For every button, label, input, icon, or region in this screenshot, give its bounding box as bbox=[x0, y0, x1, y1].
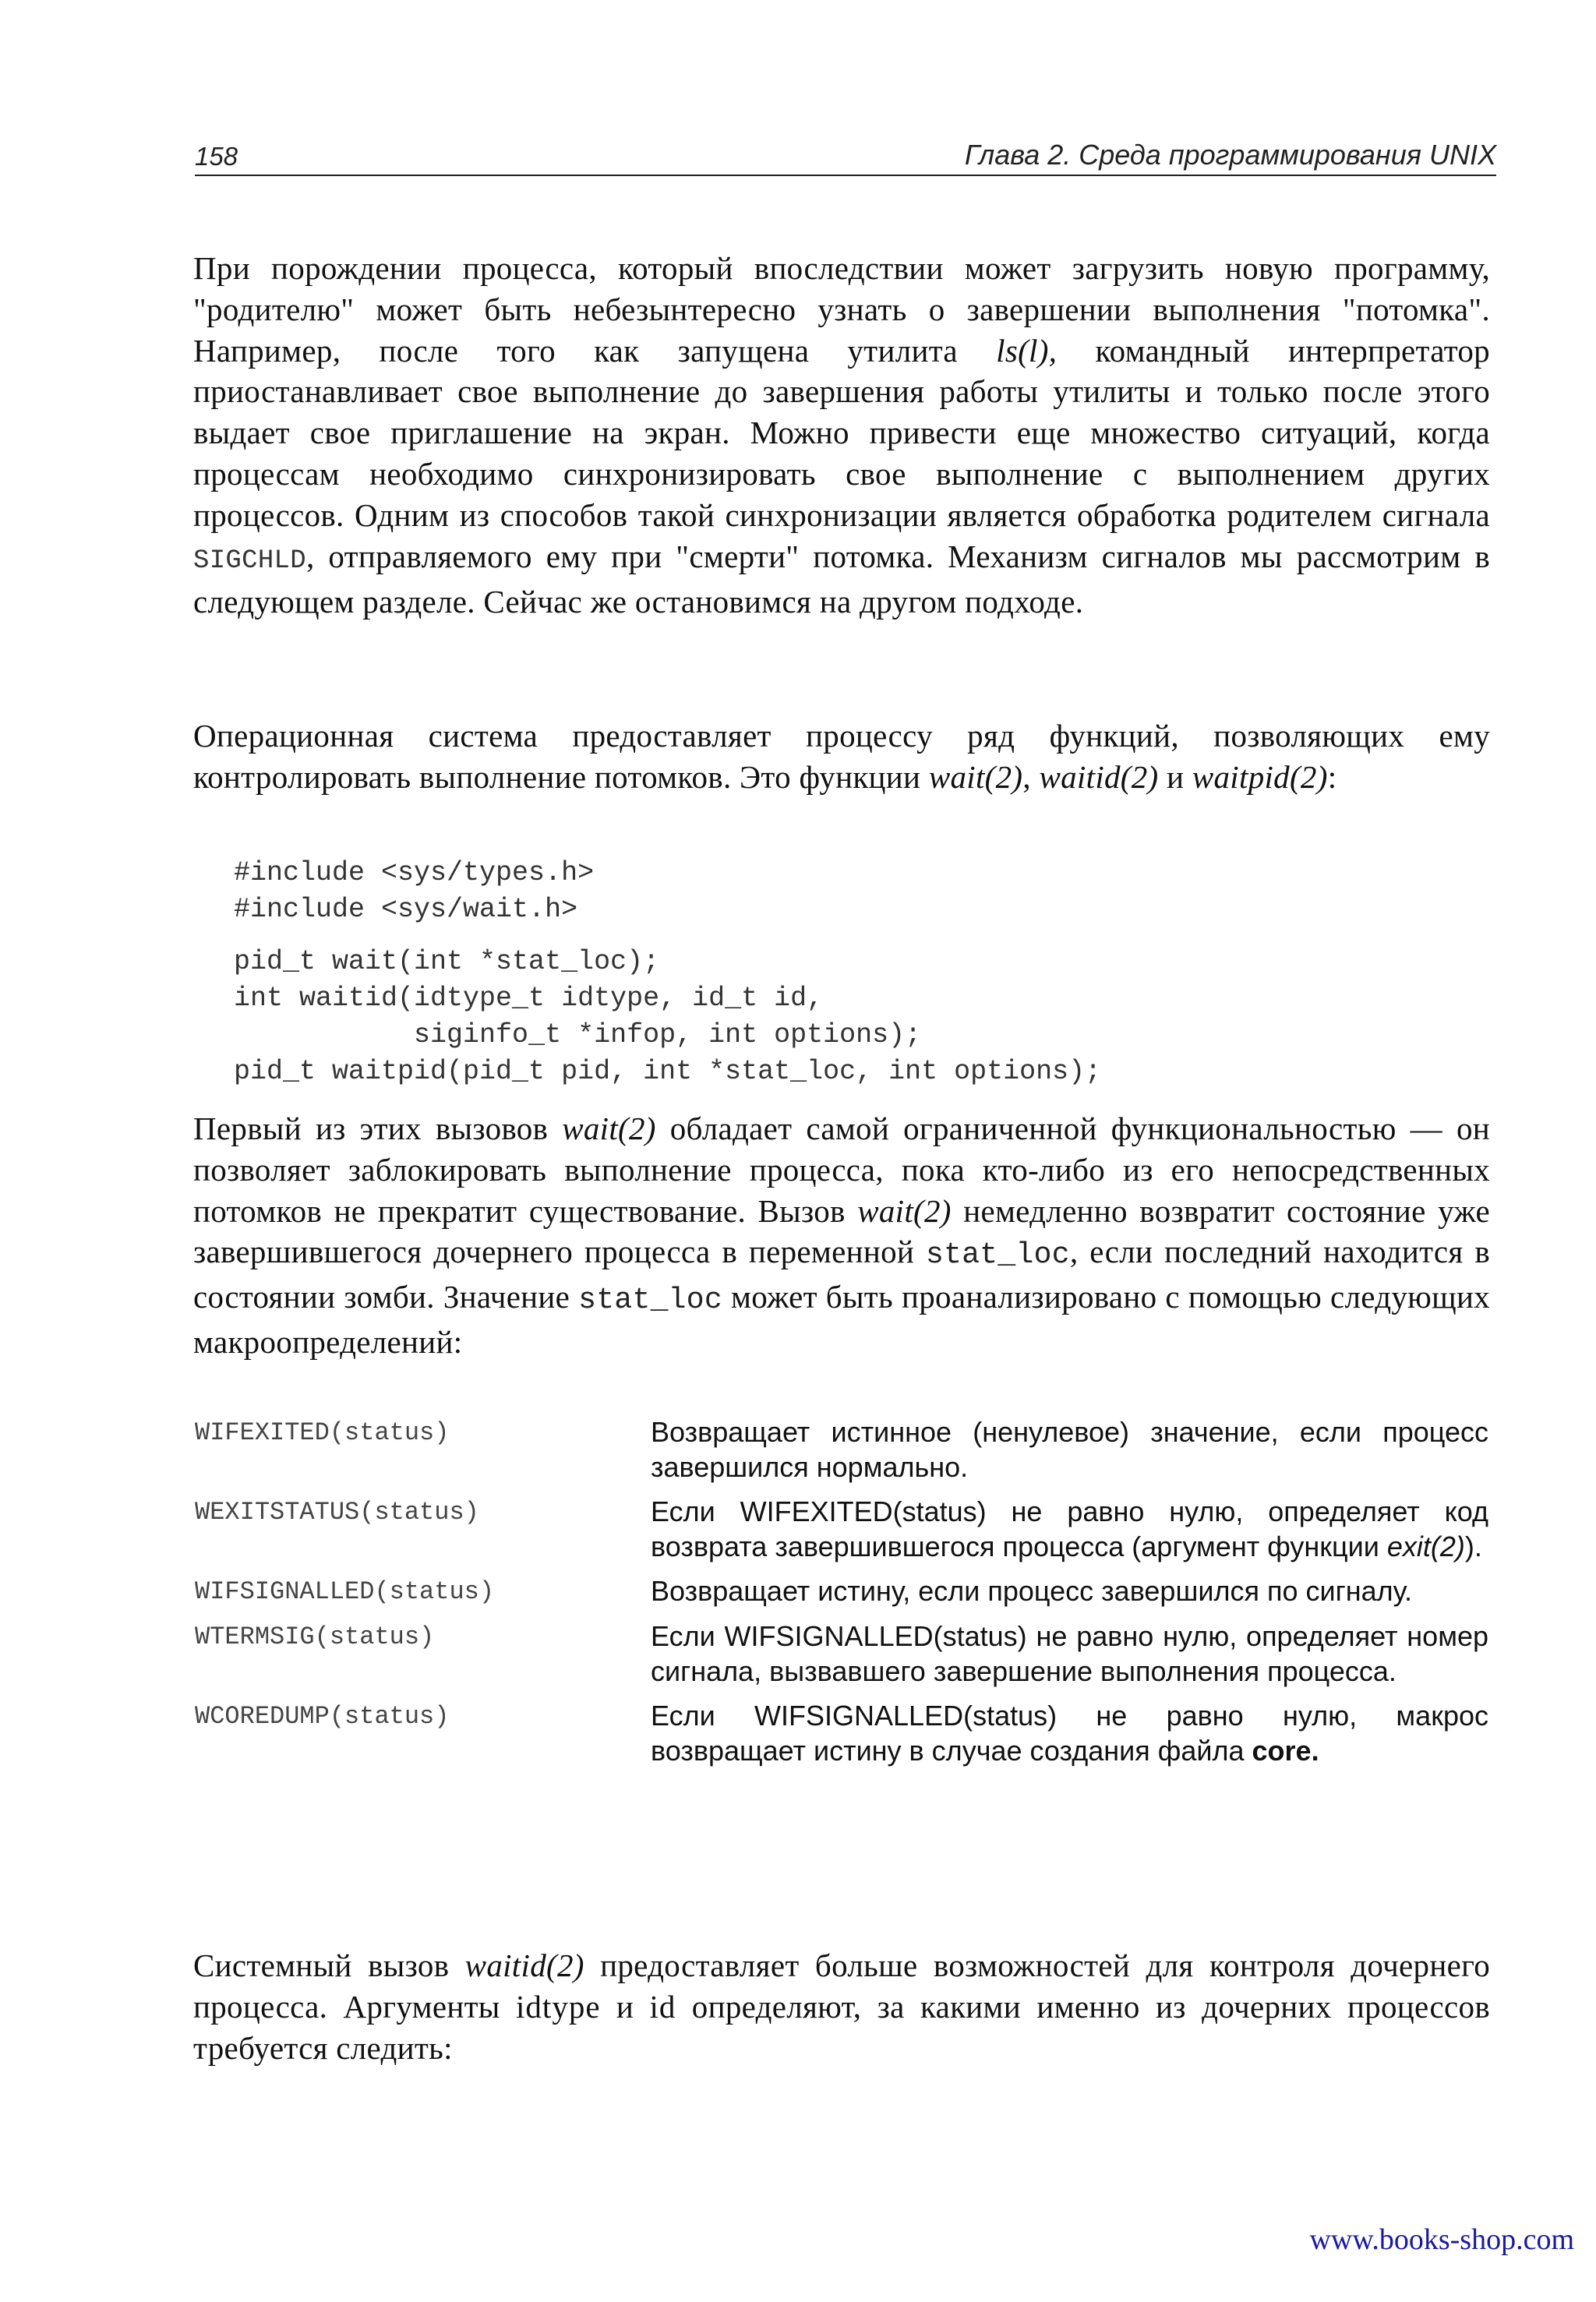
macro-table bbox=[195, 1414, 1488, 1778]
man-reference: waitid(2) bbox=[464, 1947, 584, 1983]
text-run: Системный вызов bbox=[193, 1947, 465, 1983]
text-run: предоставляет больше возможностей для контроля дочернего процесса. Аргументы bbox=[193, 1947, 1490, 2025]
text-run: , bbox=[1022, 758, 1040, 795]
macro-description bbox=[651, 1414, 1488, 1485]
argument-name: id bbox=[649, 1988, 676, 2025]
file-name-core: core. bbox=[1252, 1735, 1319, 1767]
text-run: При порождении процесса, который впоследствии может загрузить новую программу, "родителю" может быть небезынтересно узнать о завершении выполнения "потомка". Например, после того как запущена утилита bbox=[193, 250, 1490, 369]
text-run: командный интерпретатор приостанавливает свое выполнение до завершения работы утилиты и только после этого выдает свое приглашение на экран. Можно привести еще множество ситуаций, когда процессам необходимо синхронизировать свое выполнение с выполнением других процессов. Одним из способов такой синхронизации является обработка родителем сигнала bbox=[193, 332, 1490, 533]
chapter-title: Глава 2. Среда программирования UNIX bbox=[964, 139, 1496, 171]
macro-row bbox=[195, 1573, 1488, 1609]
man-reference: wait(2) bbox=[562, 1110, 656, 1146]
text-run: может быть проанализировано с помощью следующих макроопределений: bbox=[193, 1279, 1490, 1360]
macro-row bbox=[195, 1414, 1488, 1485]
man-reference: waitid(2) bbox=[1039, 758, 1159, 795]
code-includes: #include <sys/types.h> #include <sys/wait.h> bbox=[234, 857, 595, 925]
man-reference: wait(2) bbox=[928, 758, 1023, 795]
text-run: немедленно возвратит состояние уже завершившегося дочернего процесса в переменной bbox=[193, 1192, 1490, 1270]
text-run: и bbox=[600, 1988, 650, 2025]
text-run: обладает самой ограниченной функциональностью — он позволяет заблокировать выполнение процесса, пока кто-либо из его непосредственных потомков не прекратит существование. Вызов bbox=[193, 1110, 1490, 1229]
man-reference: exit(2) bbox=[1386, 1531, 1465, 1562]
man-reference: ls(l), bbox=[996, 332, 1058, 369]
text-run: определяют, за какими именно из дочерних процессов требуется следить: bbox=[193, 1988, 1490, 2066]
text-run: Возвращает истину, если процесс завершился по сигналу. bbox=[651, 1575, 1413, 1607]
paragraph-4 bbox=[193, 1945, 1490, 2068]
variable-name: stat_loc bbox=[578, 1283, 722, 1318]
variable-name: stat_loc bbox=[925, 1238, 1070, 1273]
paragraph-3 bbox=[193, 1108, 1490, 1363]
text-run: , если последний находится в состоянии зомби. Значение bbox=[193, 1234, 1490, 1315]
code-prototypes: pid_t wait(int *stat_loc); int waitid(idtype_t idtype, id_t id, siginfo_t *infop, int options); pid_t waitpid(pid_t pid, int *stat_loc, int options); bbox=[234, 946, 1102, 1087]
text-run: Если WIFEXITED(status) не равно нулю, определяет код возврата завершившегося процесса (аргумент функции bbox=[651, 1495, 1488, 1562]
running-header bbox=[195, 131, 1496, 176]
man-reference: wait(2) bbox=[857, 1192, 952, 1229]
macro-name: WEXITSTATUS(status) bbox=[195, 1498, 479, 1527]
argument-name: idtype bbox=[516, 1988, 601, 2025]
text-run: Если WIFSIGNALLED(status) не равно нулю, определяет номер сигнала, вызвавшего завершение выполнения процесса. bbox=[651, 1620, 1488, 1687]
macro-description bbox=[651, 1698, 1488, 1768]
text-run: : bbox=[1327, 758, 1337, 795]
text-run: Возвращает истинное (ненулевое) значение, если процесс завершился нормально. bbox=[651, 1416, 1488, 1483]
macro-row bbox=[195, 1494, 1488, 1564]
paragraph-1 bbox=[193, 248, 1490, 623]
macro-name: WIFEXITED(status) bbox=[195, 1418, 450, 1447]
man-reference: waitpid(2) bbox=[1192, 758, 1328, 795]
macro-description bbox=[651, 1619, 1488, 1689]
text-run: Первый из этих вызовов bbox=[193, 1110, 563, 1146]
macro-name: WCOREDUMP(status) bbox=[195, 1702, 450, 1731]
macro-row bbox=[195, 1698, 1488, 1768]
watermark-url: www.books-shop.com bbox=[1309, 2223, 1574, 2256]
macro-description bbox=[651, 1494, 1488, 1564]
page-number: 158 bbox=[195, 142, 238, 171]
text-run: ). bbox=[1464, 1531, 1482, 1562]
text-run: Если WIFSIGNALLED(status) не равно нулю, макрос возвращает истину в случае создания файла bbox=[651, 1700, 1488, 1767]
paragraph-2 bbox=[193, 715, 1490, 798]
signal-name: SIGCHLD bbox=[193, 545, 306, 576]
text-run: и bbox=[1158, 758, 1192, 795]
text-run: , отправляемого ему при "смерти" потомка. Механизм сигналов мы рассмотрим в следующем разделе. Сейчас же остановимся на другом подходе. bbox=[193, 538, 1490, 620]
text-run: Операционная система предоставляет процессу ряд функций, позволяющих ему контролировать выполнение потомков. Это функции bbox=[193, 718, 1490, 795]
macro-description bbox=[651, 1573, 1488, 1609]
macro-name: WIFSIGNALLED(status) bbox=[195, 1577, 495, 1606]
macro-row bbox=[195, 1619, 1488, 1689]
macro-name: WTERMSIG(status) bbox=[195, 1622, 435, 1651]
